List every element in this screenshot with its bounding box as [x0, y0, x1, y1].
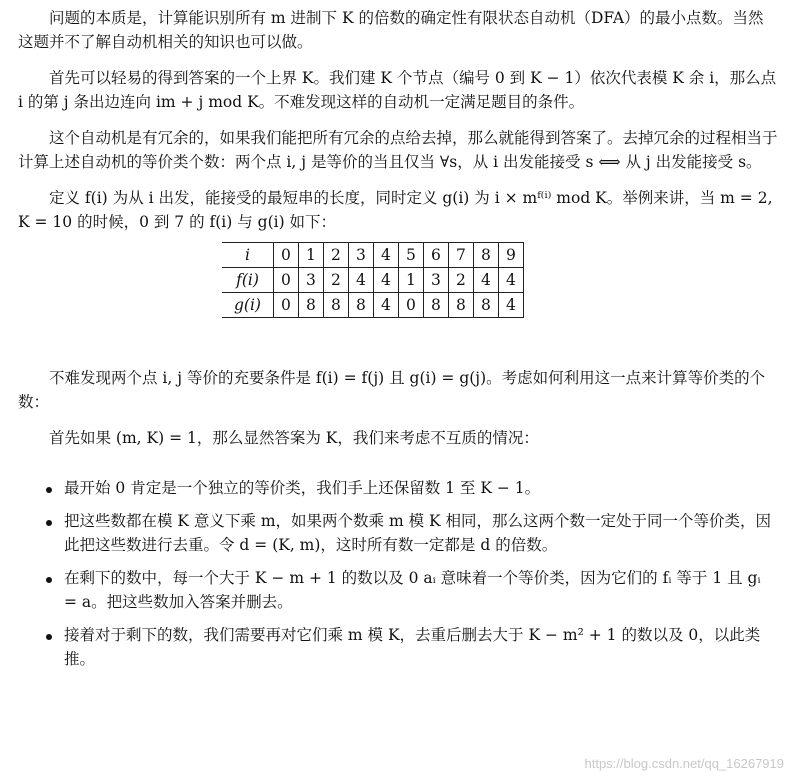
table-cell: 4 — [498, 293, 523, 318]
paragraph-upper-bound: 首先可以轻易的得到答案的一个上界 K。我们建 K 个节点（编号 0 到 K − 1）依次代表模 K 余 i，那么点 i 的第 j 条出边连向 im + j mod K。不难发现这样的自动机一定满足题目的条件。 — [18, 69, 777, 111]
list-item-text: 最开始 0 肯定是一个独立的等价类，我们手上还保留数 1 至 K − 1。 — [64, 479, 541, 497]
table-cell: 4 — [373, 293, 398, 318]
table-cell: 3 — [423, 268, 448, 293]
paragraph-definition: 定义 f(i) 为从 i 出发，能接受的最短串的长度，同时定义 g(i) 为 i × mᶠ⁽ⁱ⁾ mod K。举例来讲，当 m = 2, K = 10 的时候，0 到 7 的 f(i) 与 g(i) 如下： — [18, 189, 773, 231]
row-label: g(i) — [222, 293, 273, 318]
table-cell: 1 — [298, 243, 323, 268]
table-cell: 4 — [373, 268, 398, 293]
table-cell: 0 — [273, 293, 298, 318]
table-cell: 8 — [473, 243, 498, 268]
table-cell: 4 — [373, 243, 398, 268]
table-cell: 4 — [473, 268, 498, 293]
table-cell: 2 — [323, 268, 348, 293]
list-item-text: 在剩下的数中，每一个大于 K − m + 1 的数以及 0 aᵢ 意味着一个等价类，因为它们的 fᵢ 等于 1 且 gᵢ = a。把这些数加入答案并删去。 — [64, 569, 761, 611]
table-cell: 0 — [273, 243, 298, 268]
table-cell: 1 — [398, 268, 423, 293]
table-cell: 9 — [498, 243, 523, 268]
steps-list — [18, 476, 778, 671]
table-cell: 8 — [473, 293, 498, 318]
paragraph-coprime: 首先如果 (m, K) = 1，那么显然答案为 K，我们来考虑不互质的情况： — [49, 429, 539, 447]
list-item-text: 把这些数都在模 K 意义下乘 m，如果两个数乘 m 模 K 相同，那么这两个数一定处于同一个等价类，因此把这些数进行去重。令 d = (K, m)，这时所有数一定都是 d 的倍数。 — [64, 512, 772, 554]
list-item — [18, 476, 778, 500]
row-label: i — [222, 243, 273, 268]
paragraph-equivalence: 不难发现两个点 i, j 等价的充要条件是 f(i) = f(j) 且 g(i) = g(j)。考虑如何利用这一点来计算等价类的个数： — [18, 369, 766, 411]
table-cell: 4 — [348, 268, 373, 293]
table-cell: 2 — [323, 243, 348, 268]
table-cell: 6 — [423, 243, 448, 268]
table-row-i — [222, 243, 523, 268]
paragraph-redundancy: 这个自动机是有冗余的，如果我们能把所有冗余的点给去掉，那么就能得到答案了。去掉冗余的过程相当于计算上述自动机的等价类个数：两个点 i, j 是等价的当且仅当 ∀s，从 i 出发能接受 s ⟺ 从 j 出发能接受 s。 — [18, 129, 778, 171]
list-item — [18, 623, 778, 671]
table-cell: 4 — [498, 268, 523, 293]
table-cell: 3 — [298, 268, 323, 293]
paragraph-intro: 问题的本质是，计算能识别所有 m 进制下 K 的倍数的确定性有限状态自动机（DFA）的最小点数。当然这题并不了解自动机相关的知识也可以做。 — [18, 9, 764, 51]
table-cell: 2 — [448, 268, 473, 293]
list-item — [18, 509, 778, 557]
article-body — [18, 6, 778, 680]
table-cell: 8 — [298, 293, 323, 318]
row-label: f(i) — [222, 268, 273, 293]
table-cell: 0 — [398, 293, 423, 318]
bullet-icon — [46, 520, 52, 526]
bullet-icon — [46, 577, 52, 583]
table-cell: 5 — [398, 243, 423, 268]
table-cell: 8 — [423, 293, 448, 318]
table-cell: 8 — [348, 293, 373, 318]
watermark: https://blog.csdn.net/qq_16267919 — [584, 756, 784, 771]
table-cell: 7 — [448, 243, 473, 268]
bullet-icon — [46, 487, 52, 493]
list-item-text: 接着对于剩下的数，我们需要再对它们乘 m 模 K，去重后删去大于 K − m² + 1 的数以及 0，以此类推。 — [64, 626, 761, 668]
table-cell: 8 — [448, 293, 473, 318]
list-item — [18, 566, 778, 614]
f-g-table — [222, 242, 524, 318]
table-cell: 3 — [348, 243, 373, 268]
table-cell: 8 — [323, 293, 348, 318]
table-row-f — [222, 268, 523, 293]
bullet-icon — [46, 634, 52, 640]
table-row-g — [222, 293, 523, 318]
table-cell: 0 — [273, 268, 298, 293]
